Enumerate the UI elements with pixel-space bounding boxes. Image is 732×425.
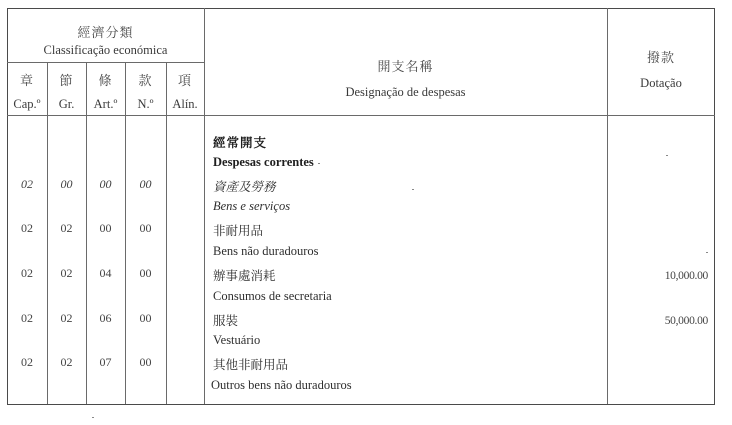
row-cap: 02	[21, 311, 33, 325]
row-cap: 02	[21, 221, 33, 235]
row-amount: 10,000.00	[664, 270, 708, 282]
scan-speck	[706, 252, 708, 253]
row-cap: 02	[21, 266, 33, 280]
row-designation-zh: 辦事處消耗	[213, 269, 276, 283]
row-designation-pt: Outros bens não duradouros	[211, 378, 352, 392]
row-designation-pt: Bens não duradouros	[213, 244, 319, 258]
row-gr: 02	[60, 266, 73, 280]
row-gr: 02	[60, 355, 73, 369]
row-designation-pt: Bens e serviços	[213, 199, 291, 213]
column-header-alin-zh: 項	[177, 73, 192, 88]
designation-header-zh: 開支名稱	[377, 59, 434, 74]
row-designation-pt: Consumos de secretaria	[213, 289, 332, 303]
row-designation-zh: 服裝	[213, 314, 239, 328]
row-num: 00	[139, 221, 152, 235]
classification-title-pt: Classificação económica	[43, 43, 168, 57]
row-cap: 02	[21, 177, 33, 191]
column-header-gr-pt: Gr.	[58, 97, 75, 111]
row-gr: 02	[60, 221, 73, 235]
row-designation-pt: Vestuário	[213, 333, 261, 347]
row-designation-zh: 其他非耐用品	[213, 358, 289, 372]
column-line-num	[166, 62, 167, 404]
row-art: 07	[99, 355, 112, 369]
column-header-art-pt: Art.º	[93, 97, 118, 111]
designation-header-pt: Designação de despesas	[345, 85, 466, 99]
row-gr: 00	[60, 177, 73, 191]
row-num: 00	[139, 311, 152, 325]
row-num: 00	[139, 177, 152, 191]
header-divider-line	[7, 115, 715, 116]
column-header-alin-pt: Alín.	[172, 97, 198, 111]
column-header-num-pt: N.º	[137, 97, 154, 111]
column-header-num-zh: 款	[138, 73, 153, 88]
column-header-art-zh: 條	[98, 73, 113, 88]
section-title-zh: 經常開支	[213, 136, 268, 150]
row-designation-zh: 資產及勞務	[213, 180, 276, 194]
row-gr: 02	[60, 311, 73, 325]
column-header-cap-pt: Cap.º	[13, 97, 41, 111]
row-amount: 50,000.00	[664, 315, 708, 327]
classification-title-zh: 經濟分類	[77, 25, 134, 40]
row-num: 00	[139, 355, 152, 369]
row-art: 00	[99, 177, 112, 191]
row-art: 04	[99, 266, 112, 280]
section-title-pt: Despesas correntes	[213, 155, 314, 169]
scan-speck	[666, 155, 668, 156]
column-header-gr-zh: 節	[59, 73, 74, 88]
column-header-cap-zh: 章	[19, 73, 34, 88]
scan-speck	[318, 163, 320, 164]
column-line-designation	[607, 8, 608, 404]
row-num: 00	[139, 266, 152, 280]
scan-speck	[92, 417, 94, 418]
row-art: 00	[99, 221, 112, 235]
allocation-header-pt: Dotação	[640, 76, 682, 90]
allocation-header-zh: 撥款	[646, 50, 675, 65]
row-designation-zh: 非耐用品	[213, 224, 264, 238]
scan-speck	[412, 189, 414, 190]
row-cap: 02	[21, 355, 33, 369]
classification-divider-line	[7, 62, 204, 63]
row-art: 06	[99, 311, 112, 325]
